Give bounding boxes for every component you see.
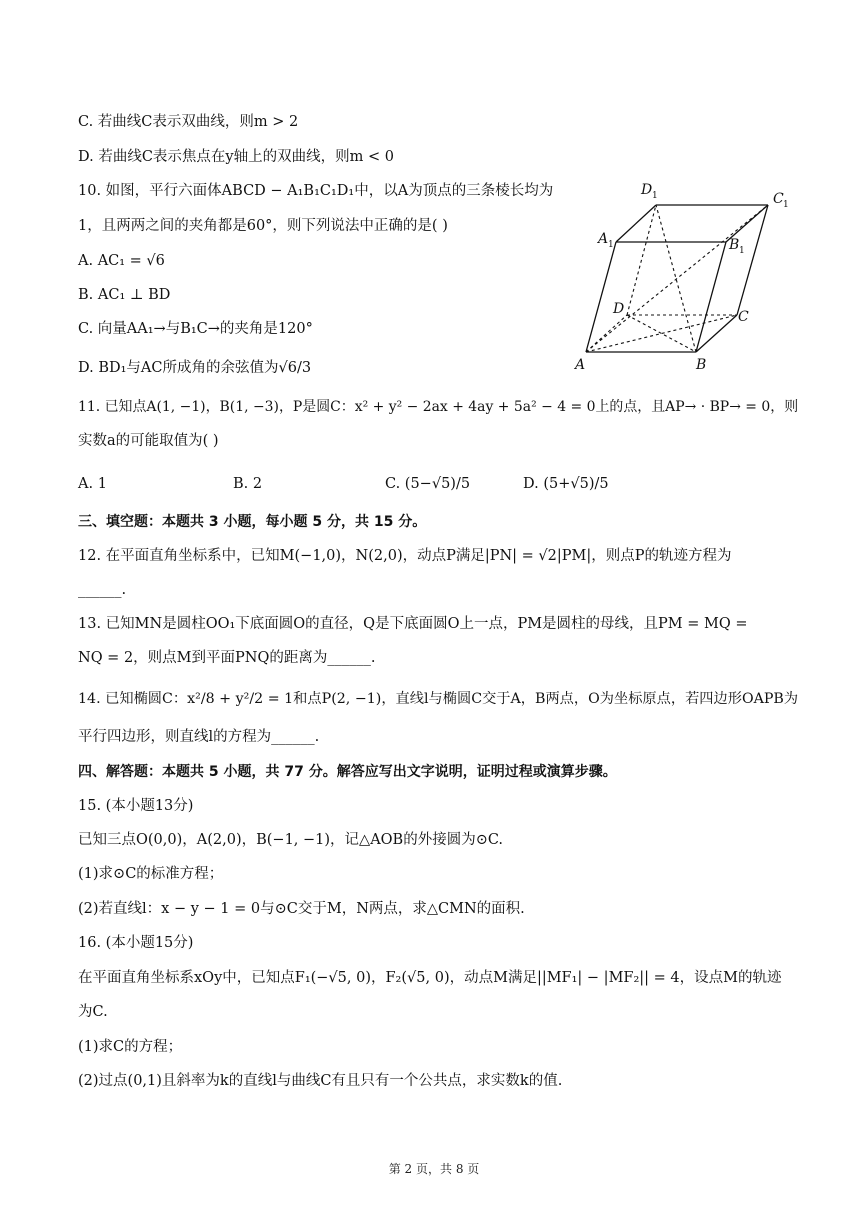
q11-option-d: D. (5+√5)/5 <box>523 476 609 492</box>
q10-stem-line1: 10. 如图，平行六面体ABCD − A₁B₁C₁D₁中，以A为顶点的三条棱长均为 <box>78 183 554 199</box>
page-footer: 第 2 页，共 8 页 <box>388 1162 480 1176</box>
q16-stem-line1: 在平面直角坐标系xOy中，已知点F₁(−√5, 0)，F₂(√5, 0)，动点M满足||MF₁| − |MF₂|| = 4，设点M的轨迹 <box>78 970 782 986</box>
vertex-sub-c1: 1 <box>783 200 789 210</box>
vertex-label-d1: D <box>641 182 653 198</box>
q14-stem-line1: 14. 已知椭圆C：x²/8 + y²/2 = 1和点P(2, −1)，直线l与椭圆C交于A，B两点，O为坐标原点，若四边形OAPB为 <box>78 691 799 707</box>
q12-blank: ______. <box>78 582 127 598</box>
vertex-sub-d1: 1 <box>652 191 658 201</box>
vertex-sub-a1: 1 <box>608 240 614 250</box>
q13-stem-line1: 13. 已知MN是圆柱OO₁下底面圆O的直径，Q是下底面圆O上一点，PM是圆柱的母线，且PM = MQ = <box>78 616 748 632</box>
parallelepiped-figure <box>572 175 802 380</box>
q15-part-2: (2)若直线l：x − y − 1 = 0与⊙C交于M，N两点，求△CMN的面积. <box>78 901 525 917</box>
q9-option-d: D. 若曲线C表示焦点在y轴上的双曲线，则m < 0 <box>78 149 394 165</box>
q15-part-1: (1)求⊙C的标准方程； <box>78 866 224 882</box>
q10-option-c: C. 向量AA₁→与B₁C→的夹角是120° <box>78 321 313 337</box>
q9-option-c: C. 若曲线C表示双曲线，则m > 2 <box>78 114 299 130</box>
q13-stem-line2: NQ = 2，则点M到平面PNQ的距离为______. <box>78 650 376 666</box>
vertex-label-b1: B <box>729 237 740 253</box>
q11-stem-line2: 实数a的可能取值为( ) <box>78 433 219 449</box>
q11-stem-line1: 11. 已知点A(1, −1)，B(1, −3)，P是圆C：x² + y² − 2ax + 4ay + 5a² − 4 = 0上的点，且AP→ · BP→ = 0，则 <box>78 399 799 415</box>
q10-option-b: B. AC₁ ⊥ BD <box>78 287 171 303</box>
q11-option-b: B. 2 <box>233 476 263 492</box>
vertex-label-c1: C <box>773 191 784 207</box>
vertex-sub-b1: 1 <box>739 246 745 256</box>
section-4-heading: 四、解答题：本题共 5 小题，共 77 分。解答应写出文字说明，证明过程或演算步骤。 <box>78 764 617 780</box>
q16-part-2: (2)过点(0,1)且斜率为k的直线l与曲线C有且只有一个公共点，求实数k的值. <box>78 1073 563 1089</box>
q16-part-1: (1)求C的方程； <box>78 1039 183 1055</box>
q11-option-a: A. 1 <box>78 476 107 492</box>
q10-option-a: A. AC₁ = √6 <box>78 253 165 269</box>
vertex-label-b: B <box>696 357 707 373</box>
q14-stem-line2: 平行四边形，则直线l的方程为______. <box>78 729 320 745</box>
vertex-label-a: A <box>575 357 586 373</box>
q15-stem: 已知三点O(0,0)，A(2,0)，B(−1, −1)，记△AOB的外接圆为⊙C. <box>78 832 504 848</box>
q10-stem-line2: 1，且两两之间的夹角都是60°，则下列说法中正确的是( ) <box>78 218 448 234</box>
vertex-label-d: D <box>613 301 625 317</box>
q16-header: 16. (本小题15分) <box>78 935 194 951</box>
section-3-heading: 三、填空题：本题共 3 小题，每小题 5 分，共 15 分。 <box>78 514 427 530</box>
q15-header: 15. (本小题13分) <box>78 798 194 814</box>
vertex-label-c: C <box>738 309 749 325</box>
q11-option-c: C. (5−√5)/5 <box>385 476 471 492</box>
vertex-label-a1: A <box>598 231 609 247</box>
q16-stem-line2: 为C. <box>78 1004 108 1020</box>
q12-stem-line1: 12. 在平面直角坐标系中，已知M(−1,0)，N(2,0)，动点P满足|PN| = √2|PM|，则点P的轨迹方程为 <box>78 548 732 564</box>
q10-option-d: D. BD₁与AC所成角的余弦值为√6/3 <box>78 360 312 376</box>
